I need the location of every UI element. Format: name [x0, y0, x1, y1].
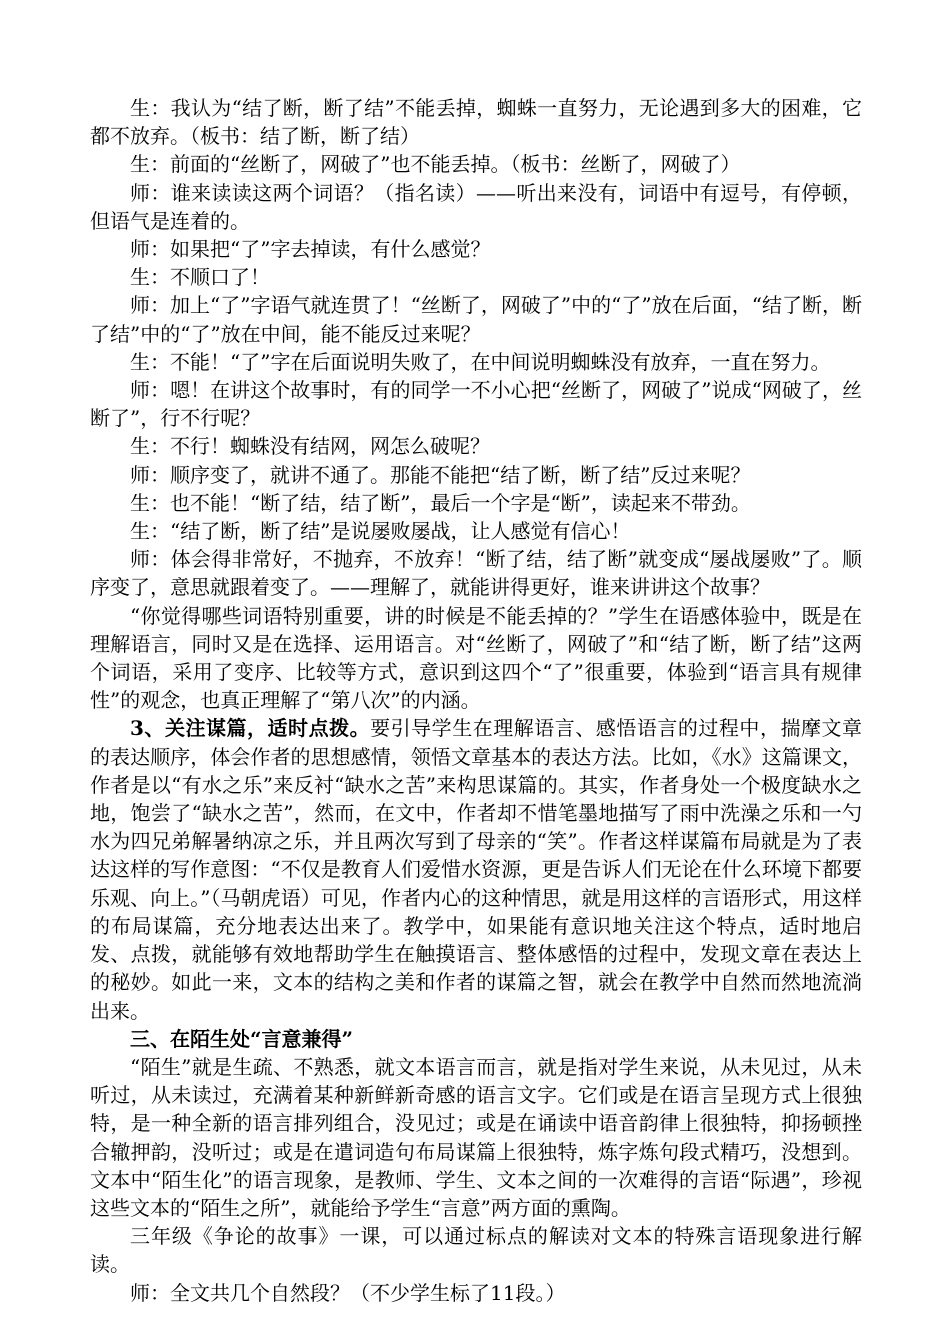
- paragraph: 生：不行！蜘蛛没有结网，网怎么破呢？: [130, 434, 490, 459]
- paragraph-body: 要引导学生在理解语言、感悟语言的过程中，揣摩文章的表达顺序，体会作者的思想感情，领悟文章基本的表达方法。比如，《水》这篇课文，作者是以“有水之乐”来反衬“缺水之苦”来构思谋篇的。其实，作者身处一个极度缺水之地，饱尝了“缺水之苦”，然而，在文中，作者却不惜笔墨地描写了雨中洗澡之乐和一勺水为四兄弟解暑纳凉之乐，并且两次写到了母亲的“笑”。作者这样谋篇布局就是为了表达这样的写作意图：“不仅是教育人们爱惜水资源，更是告诉人们无论在什么环境下都要乐观、向上。”（马朝虎语）可见，作者内心的这种情思，就是用这样的言语形式，用这样的布局谋篇，充分地表达出来了。教学中，如果能有意识地关注这个特点，适时地启发、点拨，就能够有效地帮助学生在触摸语言、整体感悟的过程中，发现文章在表达上的秘妙。如此一来，文本的结构之美和作者的谋篇之智，就会在教学中自然而然地流淌出来。: [90, 716, 863, 1023]
- paragraph: 生：也不能！“断了结，结了断”，最后一个字是“断”，读起来不带劲。: [130, 490, 751, 515]
- paragraph-with-lead: [90, 714, 862, 1024]
- paragraph: “陌生”就是生疏、不熟悉，就文本语言而言，就是指对学生来说，从未见过，从未听过，从未读过，充满着某种新鲜新奇感的语言文字。它们或是在语言呈现方式上很独特，是一种全新的语言排列组合，没见过；或是在诵读中语音韵律上很独特，抑扬顿挫合辙押韵，没听过；或是在遣词造句布局谋篇上很独特，炼字炼句段式精巧，没想到。文本中“陌生化”的语言现象，是教师、学生、文本之间的一次难得的言语“际遇”，珍视这些文本的“陌生之所”，就能给予学生“言意”两方面的熏陶。: [90, 1054, 862, 1220]
- paragraph: 师：全文共几个自然段？（不少学生标了11段。）: [130, 1280, 566, 1305]
- paragraph: 师：嗯！在讲这个故事时，有的同学一不小心把“丝断了，网破了”说成“网破了，丝断了”，行不行呢？: [90, 378, 862, 431]
- paragraph: 师：加上“了”字语气就连贯了！“丝断了，网破了”中的“了”放在后面，“结了断，断了结”中的“了”放在中间，能不能反过来呢？: [90, 293, 862, 346]
- section-heading: 三、在陌生处“言意兼得”: [130, 1026, 354, 1051]
- paragraph: 生：前面的“丝断了，网破了”也不能丢掉。（板书：丝断了，网破了）: [130, 152, 741, 177]
- paragraph: 生：不顺口了！: [130, 265, 270, 290]
- paragraph: 生：不能！“了”字在后面说明失败了，在中间说明蜘蛛没有放弃，一直在努力。: [130, 349, 831, 374]
- paragraph: “你觉得哪些词语特别重要，讲的时候是不能丢掉的？”学生在语感体验中，既是在理解语言，同时又是在选择、运用语言。对“丝断了，网破了”和“结了断，断了结”这两个词语，采用了变序、比较等方式，意识到这四个“了”很重要，体验到“语言具有规律性”的观念，也真正理解了“第八次”的内涵。: [90, 603, 862, 713]
- paragraph: 师：如果把“了”字去掉读，有什么感觉？: [130, 237, 491, 262]
- paragraph: 生：我认为“结了断，断了结”不能丢掉，蜘蛛一直努力，无论遇到多大的困难，它都不放弃。（板书：结了断，断了结）: [90, 96, 862, 149]
- paragraph: 师：体会得非常好，不抛弃，不放弃！“断了结，结了断”就变成“屡战屡败”了。顺序变了，意思就跟着变了。——理解了，就能讲得更好，谁来讲讲这个故事？: [90, 547, 862, 600]
- paragraph: 师：谁来读读这两个词语？（指名读）——听出来没有，词语中有逗号，有停顿，但语气是连着的。: [90, 180, 862, 233]
- paragraph: 生：“结了断，断了结”是说屡败屡战，让人感觉有信心！: [130, 519, 631, 544]
- paragraph: 师：顺序变了，就讲不通了。那能不能把“结了断，断了结”反过来呢？: [130, 462, 751, 487]
- paragraph-lead: 3、关注谋篇，适时点拨。: [130, 716, 371, 741]
- paragraph: 三年级《争论的故事》一课，可以通过标点的解读对文本的特殊言语现象进行解读。: [90, 1224, 862, 1277]
